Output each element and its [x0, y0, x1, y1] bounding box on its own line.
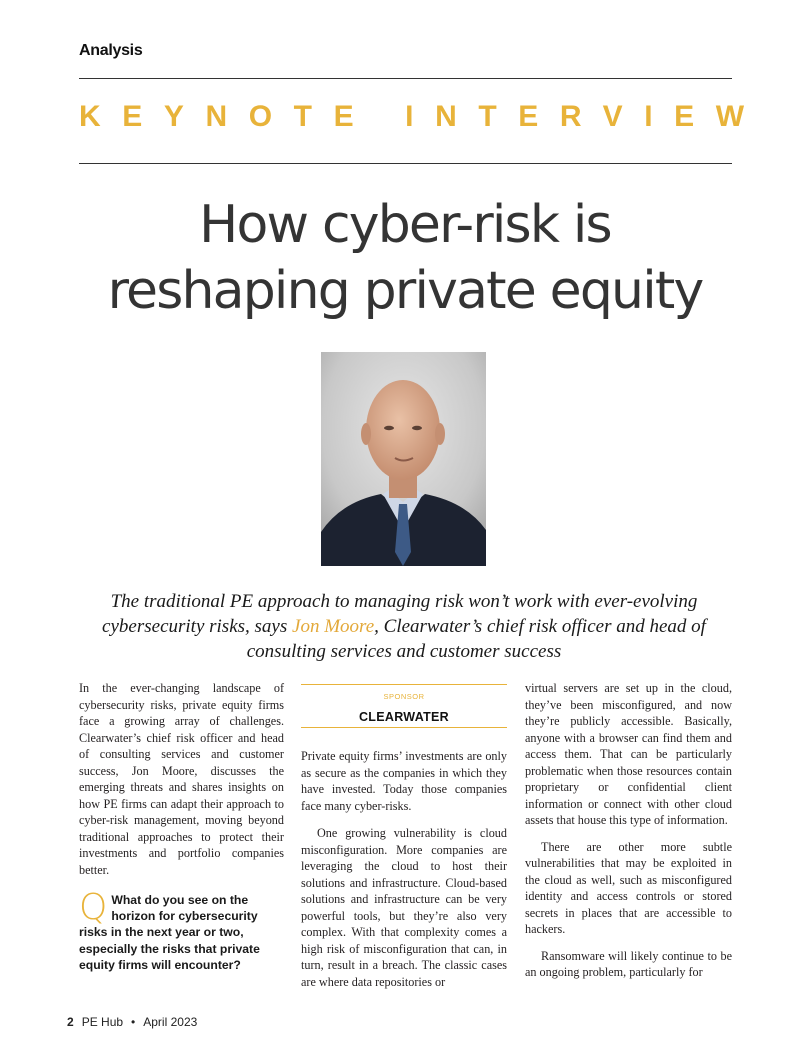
footer-separator: •	[131, 1015, 136, 1029]
standfirst-text-before: The traditional PE approach to managing risk won’t work with ever-evolving cybersecurity risks, says	[102, 591, 698, 637]
body-paragraph: Private equity firms’ investments are only as secure as the companies in which they have invested. Today those companies face many cyber-risks.	[301, 749, 507, 813]
question-q-letter: Q	[79, 887, 108, 928]
top-divider	[79, 78, 732, 79]
body-paragraph: One growing vulnerability is cloud misconfiguration. More companies are leveraging the cloud to host their solutions and infrastructure. Cloud-based solutions and infrastructure can be very powerful tools, but they’re also very complex. With that complexity comes a high risk of misconfiguration that can, in turn, result in a breach. The classic cases are where data repositories or	[301, 826, 507, 989]
interviewee-name: Jon Moore	[292, 616, 375, 637]
page-number: 2	[67, 1015, 74, 1029]
page-footer	[67, 1015, 197, 1029]
standfirst	[100, 589, 708, 664]
body-paragraph: There are other more subtle vulnerabilities that may be exploited in the cloud as well, such as misconfigured identity and access controls or stored secrets in places that are accessible to hackers.	[525, 839, 732, 936]
issue-date: April 2023	[143, 1015, 198, 1029]
headline-line-1: How cyber-risk is	[199, 195, 611, 255]
kicker-title: KEYNOTE INTERVIEW	[79, 100, 766, 133]
sponsor-name: CLEARWATER	[358, 709, 450, 724]
portrait-photo	[321, 352, 486, 566]
headline-line-2: reshaping private equity	[107, 261, 703, 321]
intro-paragraph: In the ever-changing landscape of cybersecurity risks, private equity firms face a growing array of challenges. Clearwater’s chief risk officer and head of consulting services and customer success, Jon Moore, discusses the emerging threats and shares insights on how PE firms can adapt their approach to cyber-risk management, moving beyond traditional approaches to protect their investments and portfolio companies better.	[79, 681, 284, 877]
sponsor-label: SPONSOR	[383, 692, 425, 701]
article-headline	[60, 192, 750, 324]
section-label: Analysis	[79, 42, 143, 59]
question-text: What do you see on the horizon for cybersecurity risks in the next year or two, especially the risks that private equity firms will encounter?	[79, 893, 260, 972]
body-paragraph: Ransomware will likely continue to be an ongoing problem, particularly for	[525, 948, 732, 979]
column-2	[301, 680, 507, 990]
question-block	[79, 887, 284, 973]
publication-name: PE Hub	[81, 1015, 124, 1029]
sponsor-box	[301, 684, 507, 728]
column-3	[525, 680, 732, 981]
bottom-divider	[79, 163, 732, 164]
body-paragraph: virtual servers are set up in the cloud, they’ve been misconfigured, and now they’re publicly accessible. Basically, anyone with a browser can find them and access them. That can be particularly problematic when those resources contain proprietary or confidential client information or connect with other cloud assets that house this type of information.	[525, 681, 732, 827]
column-1	[79, 680, 284, 973]
standfirst-text-after: , Clearwater’s chief risk officer and head of consulting services and customer success	[246, 616, 706, 662]
